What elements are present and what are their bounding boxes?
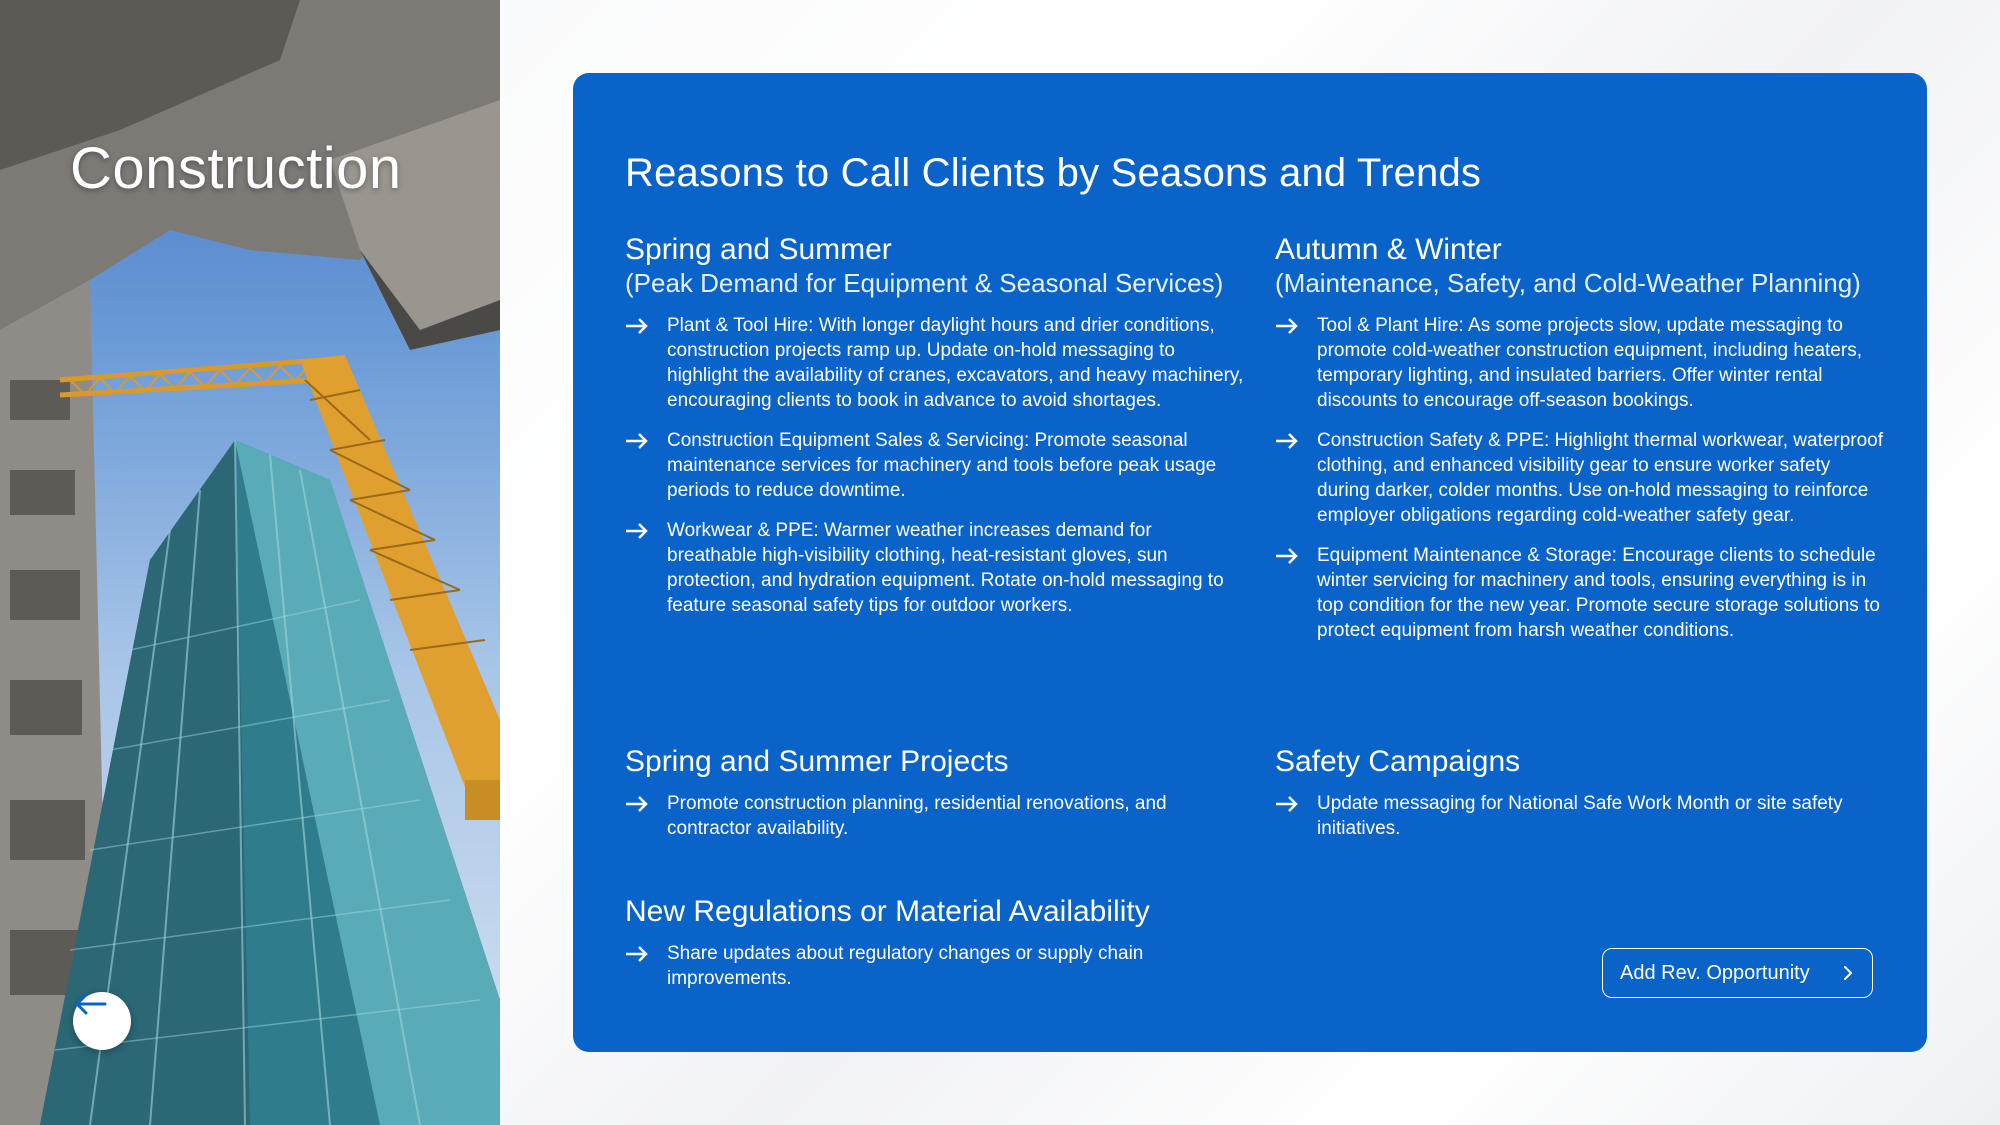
- arrow-right-icon: [625, 945, 649, 963]
- back-button[interactable]: [73, 992, 131, 1050]
- page-title: Construction: [70, 136, 402, 201]
- arrow-left-icon: [73, 992, 107, 1016]
- bullet-list: [625, 313, 1245, 618]
- bullet-text: Update messaging for National Safe Work Month or site safety initiatives.: [1317, 793, 1843, 839]
- bullet-text: Share updates about regulatory changes or supply chain improvements.: [667, 943, 1144, 989]
- list-item: [1275, 428, 1885, 528]
- arrow-right-icon: [1275, 547, 1299, 565]
- list-item: [1275, 791, 1865, 841]
- list-item: [625, 791, 1185, 841]
- arrow-right-icon: [625, 795, 649, 813]
- section-regulations: [625, 895, 1185, 1006]
- section-heading: Autumn & Winter: [1275, 233, 1502, 266]
- bullet-text: Workwear & PPE: Warmer weather increases demand for breathable high-visibility clothing, heat-resistant gloves, sun protection, and hydration equipment. Rotate on-hold messaging to feature seasonal safety tips for outdoor workers.: [667, 520, 1224, 616]
- section-heading: Spring and Summer Projects: [625, 745, 1009, 778]
- bullet-list: [625, 791, 1185, 841]
- section-spring-summer: [625, 233, 1245, 633]
- hero-image-panel: [0, 0, 500, 1125]
- list-item: [625, 518, 1245, 618]
- bullet-text: Tool & Plant Hire: As some projects slow, update messaging to promote cold-weather construction equipment, including heaters, temporary lighting, and insulated barriers. Offer winter rental discounts to encourage off-season bookings.: [1317, 315, 1862, 411]
- content-card: [573, 73, 1927, 1052]
- bullet-list: [1275, 791, 1865, 841]
- arrow-right-icon: [1275, 795, 1299, 813]
- list-item: [625, 428, 1245, 503]
- section-safety: [1275, 745, 1865, 856]
- arrow-right-icon: [625, 317, 649, 335]
- section-heading: New Regulations or Material Availability: [625, 895, 1150, 928]
- section-subheading: (Peak Demand for Equipment & Seasonal Services): [625, 268, 1224, 298]
- section-heading: Safety Campaigns: [1275, 745, 1521, 778]
- arrow-right-icon: [1275, 317, 1299, 335]
- card-title: Reasons to Call Clients by Seasons and Trends: [625, 151, 1482, 195]
- list-item: [625, 313, 1245, 413]
- section-autumn-winter: [1275, 233, 1885, 658]
- arrow-right-icon: [625, 522, 649, 540]
- section-projects: [625, 745, 1185, 856]
- add-rev-opportunity-button[interactable]: [1602, 948, 1873, 998]
- bullet-text: Equipment Maintenance & Storage: Encourage clients to schedule winter servicing for machinery and tools, ensuring everything is in top condition for the new year. Promote secure storage solutions to protect equipment from harsh weather conditions.: [1317, 545, 1880, 641]
- chevron-right-icon: [1842, 964, 1854, 982]
- bullet-text: Construction Safety & PPE: Highlight thermal workwear, waterproof clothing, and enhanced visibility gear to ensure worker safety during darker, colder months. Use on-hold messaging to reinforce employer obligations regarding cold-weather safety gear.: [1317, 430, 1884, 526]
- button-label: Add Rev. Opportunity: [1620, 961, 1810, 984]
- list-item: [1275, 313, 1885, 413]
- bullet-text: Construction Equipment Sales & Servicing: Promote seasonal maintenance services for machinery and tools before peak usage periods to reduce downtime.: [667, 430, 1217, 501]
- bullet-list: [1275, 313, 1885, 643]
- arrow-right-icon: [625, 432, 649, 450]
- arrow-right-icon: [1275, 432, 1299, 450]
- bullet-text: Promote construction planning, residential renovations, and contractor availability.: [667, 793, 1167, 839]
- bullet-text: Plant & Tool Hire: With longer daylight hours and drier conditions, construction projects ramp up. Update on-hold messaging to highlight the availability of cranes, excavators, and heavy machinery, encouraging clients to book in advance to avoid shortages.: [667, 315, 1244, 411]
- list-item: [625, 941, 1185, 991]
- bullet-list: [625, 941, 1185, 991]
- section-heading: Spring and Summer: [625, 233, 892, 266]
- section-subheading: (Maintenance, Safety, and Cold-Weather Planning): [1275, 268, 1861, 298]
- list-item: [1275, 543, 1885, 643]
